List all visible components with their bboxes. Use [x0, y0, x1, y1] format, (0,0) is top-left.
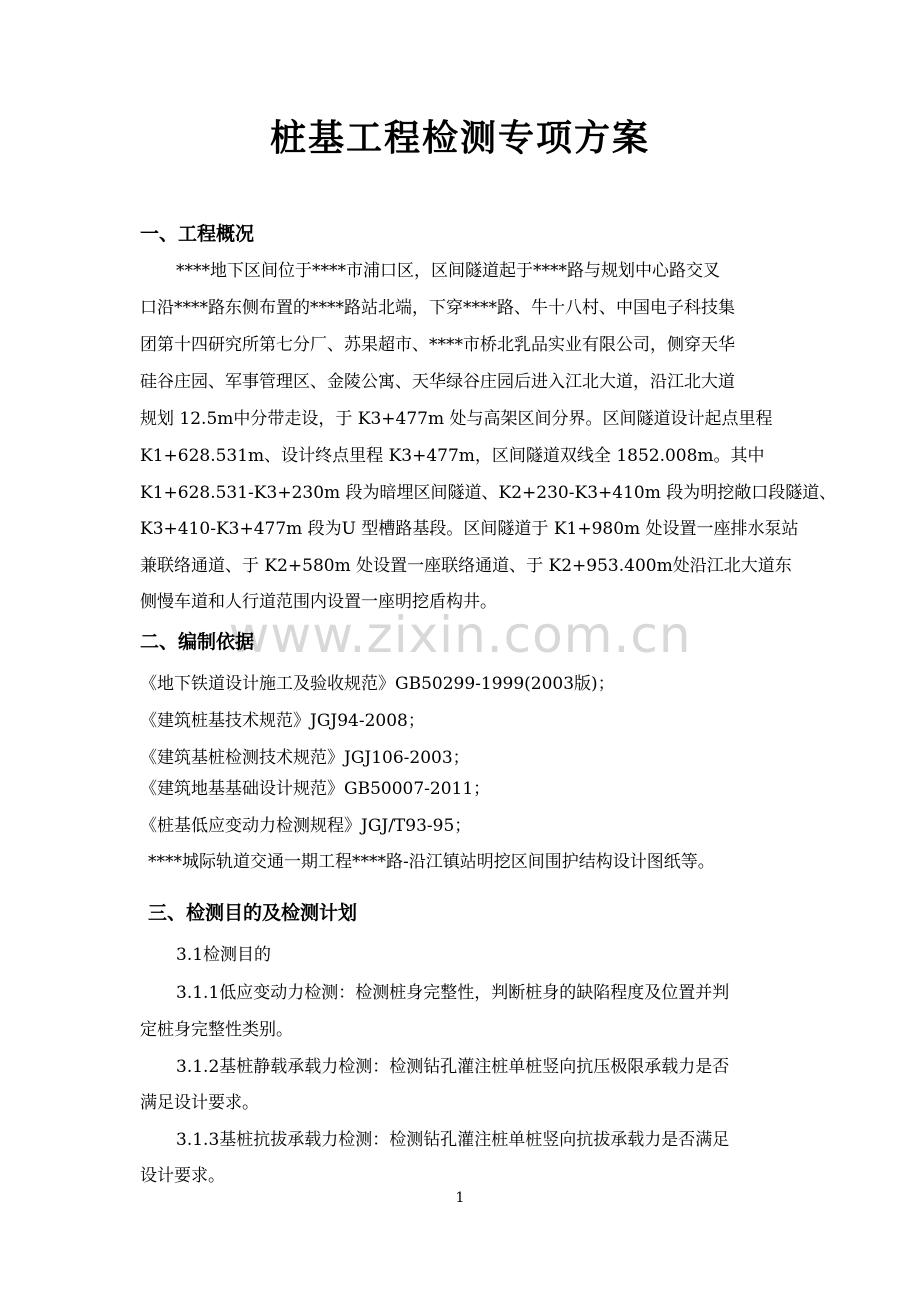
paragraph-line: 硅谷庄园、军事管理区、金陵公寓、天华绿谷庄园后进入江北大道，沿江北大道: [140, 372, 735, 392]
section-heading-basis: 二、编制依据: [140, 631, 255, 653]
paragraph-line: 3.1.2基桩静载承载力检测：检测钻孔灌注桩单桩竖向抗压极限承载力是否: [176, 1057, 730, 1077]
reference-item: ****城际轨道交通一期工程****路-沿江镇站明挖区间围护结构设计图纸等。: [148, 852, 715, 872]
paragraph-line: K1+628.531m、设计终点里程 K3+477m，区间隧道双线全 1852.008m。其中: [140, 446, 765, 466]
paragraph-line: ****地下区间位于****市浦口区，区间隧道起于****路与规划中心路交叉: [176, 261, 720, 281]
paragraph-line: K1+628.531-K3+230m 段为暗埋区间隧道、K2+230-K3+410m 段为明挖敞口段隧道、: [140, 483, 837, 503]
reference-item: 《地下铁道设计施工及验收规范》GB50299-1999(2003版)；: [140, 674, 615, 694]
page-number: 1: [455, 1190, 465, 1206]
section-heading-overview: 一、工程概况: [140, 223, 255, 245]
paragraph-line: 3.1检测目的: [176, 945, 272, 965]
paragraph-line: 3.1.3基桩抗拔承载力检测：检测钻孔灌注桩单桩竖向抗拔承载力是否满足: [176, 1130, 730, 1150]
paragraph-line: 定桩身完整性类别。: [140, 1020, 293, 1040]
paragraph-line: 满足设计要求。: [140, 1093, 259, 1113]
paragraph-line: K3+410-K3+477m 段为U 型槽路基段。区间隧道于 K1+980m 处设置一座排水泵站: [140, 519, 799, 539]
reference-item: 《建筑地基基础设计规范》GB50007-2011；: [140, 779, 491, 799]
document-title: 桩基工程检测专项方案: [269, 117, 650, 159]
section-heading-purpose: 三、检测目的及检测计划: [148, 902, 358, 924]
paragraph-line: 设计要求。: [140, 1166, 225, 1186]
paragraph-line: 团第十四研究所第七分厂、苏果超市、****市桥北乳品实业有限公司，侧穿天华: [140, 335, 735, 355]
reference-item: 《建筑桩基技术规范》JGJ94-2008；: [140, 711, 425, 731]
reference-item: 《建筑基桩检测技术规范》JGJ106-2003；: [140, 748, 470, 768]
paragraph-line: 侧慢车道和人行道范围内设置一座明挖盾构井。: [140, 592, 497, 612]
paragraph-line: 口沿****路东侧布置的****路站北端，下穿****路、牛十八村、中国电子科技集: [140, 298, 735, 318]
paragraph-line: 3.1.1低应变动力检测：检测桩身完整性，判断桩身的缺陷程度及位置并判: [176, 983, 730, 1003]
watermark: www.zixin.com.cn: [228, 606, 692, 664]
paragraph-line: 兼联络通道、于 K2+580m 处设置一座联络通道、于 K2+953.400m处沿江北大道东: [140, 556, 792, 576]
paragraph-line: 规划 12.5m中分带走设，于 K3+477m 处与高架区间分界。区间隧道设计起点里程: [140, 409, 773, 429]
reference-item: 《桩基低应变动力检测规程》JGJ/T93-95；: [140, 816, 472, 836]
